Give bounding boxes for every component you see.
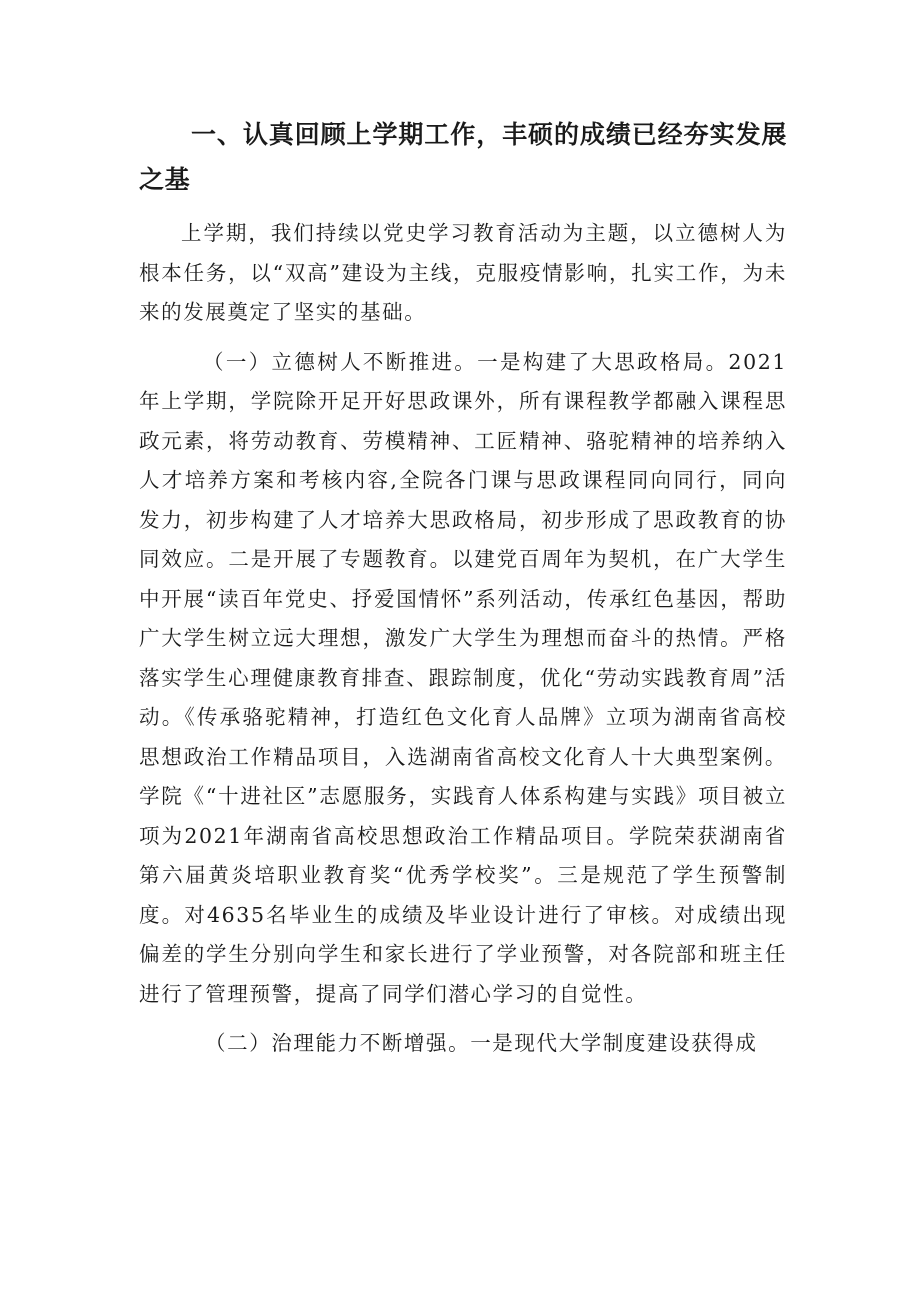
intro-paragraph: 上学期，我们持续以党史学习教育活动为主题，以立德树人为根本任务，以“双高”建设为主线，克服疫情影响，扎实工作，为未来的发展奠定了坚实的基础。 bbox=[139, 221, 787, 324]
section-heading: 一、认真回顾上学期工作，丰硕的成绩已经夯实发展之基 bbox=[139, 120, 787, 194]
subsection-1-paragraph: （一）立德树人不断推进。一是构建了大思政格局。2021年上学期，学院除开足开好思政课外，所有课程教学都融入课程思政元素，将劳动教育、劳模精神、工匠精神、骆驼精神的培养纳入人才培养方案和考核内容,全院各门课与思政课程同向同行，同向发力，初步构建了人才培养大思政格局，初步形成了思政教育的协同效应。二是开展了专题教育。以建党百周年为契机，在广大学生中开展“读百年党史、抒爱国情怀”系列活动，传承红色基因，帮助广大学生树立远大理想，激发广大学生为理想而奋斗的热情。严格落实学生心理健康教育排查、跟踪制度，优化“劳动实践教育周”活动。《传承骆驼精神，打造红色文化育人品牌》立项为湖南省高校思想政治工作精品项目，入选湖南省高校文化育人十大典型案例。学院《“十进社区”志愿服务，实践育人体系构建与实践》项目被立项为2021年湖南省高校思想政治工作精品项目。学院荣获湖南省第六届黄炎培职业教育奖“优秀学校奖”。三是规范了学生预警制度。对4635名毕业生的成绩及毕业设计进行了审核。对成绩出现偏差的学生分别向学生和家长进行了学业预警，对各院部和班主任进行了管理预警，提高了同学们潜心学习的自觉性。 bbox=[139, 349, 787, 1006]
document-body bbox=[139, 112, 787, 1074]
subsection-2-paragraph: （二）治理能力不断增强。一是现代大学制度建设获得成 bbox=[205, 1031, 758, 1055]
